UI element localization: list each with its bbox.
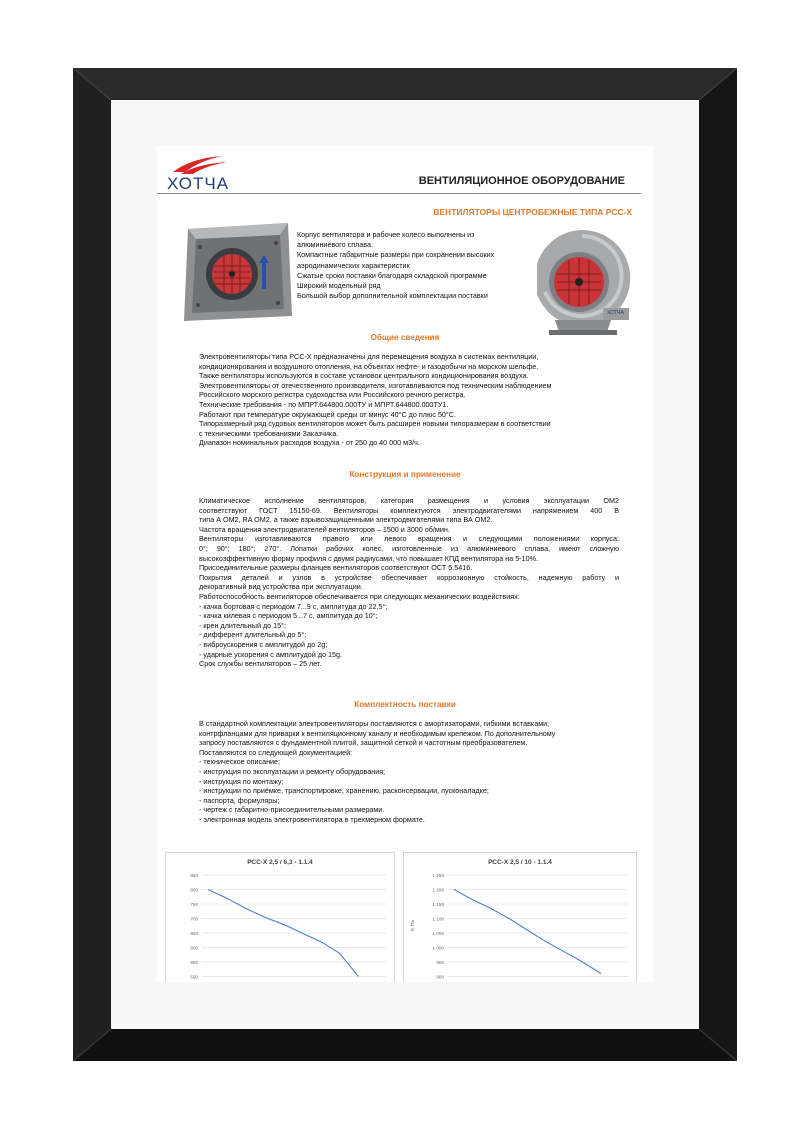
fan-box-image (180, 221, 298, 326)
construction-paragraph (199, 496, 619, 669)
chart-title: РСС-Х 2,5 / 6,3 - 1.1.4 (247, 859, 313, 866)
y-tick-label: 750 (190, 902, 198, 907)
document-title: ВЕНТИЛЯЦИОННОЕ ОБОРУДОВАНИЕ (418, 175, 625, 187)
text-line: - инструкция по эксплуатации и ремонту оборудования; (199, 766, 386, 776)
feature-line: Широкий модельный ряд (297, 281, 381, 291)
feature-line: Корпус вентилятора и рабочее колесо выполнены из (297, 230, 475, 239)
text-line: - инструкция по монтажу; (199, 776, 284, 786)
chart-panel-2 (403, 852, 637, 982)
text-line: с техническими требованиями Заказчика. (199, 428, 339, 438)
document-page (157, 146, 653, 982)
text-line: - чертеж с габаритно-присоединительными размерами. (199, 805, 385, 815)
y-tick-label: 1 150 (432, 902, 444, 907)
text-line: Частота вращения электродвигателей вентиляторов – 1500 и 3000 об/мин. (199, 524, 450, 534)
header-divider (157, 193, 641, 194)
text-line: - качка килевая с периодом 5...7 с, амплитуда до 10°; (199, 611, 378, 621)
y-tick-label: 550 (190, 960, 198, 965)
text-line: Также вентиляторы используются в составе установок центрального кондиционирования воздуха. (199, 371, 529, 381)
features-list (297, 230, 527, 301)
text-line: Диапазон номинальных расходов воздуха - от 250 до 40 000 м3/ч. (199, 438, 420, 448)
text-line: - ударные ускорения с амплитудой до 15g. (199, 649, 342, 659)
text-line: - крен длительный до 15°; (199, 620, 287, 630)
text-line: Российского морского регистра судоходства или Российского речного регистра. (199, 390, 466, 400)
text-line: высокоэффективную форму профиля с двумя радиусами, что повышает КПД вентилятора на 5-10%. (199, 553, 539, 563)
feature-line: Компактные габаритные размеры при сохранении высоких (297, 250, 495, 260)
text-line: Срок службы вентиляторов – 25 лет. (199, 659, 322, 669)
document-subtitle: ВЕНТИЛЯТОРЫ ЦЕНТРОБЕЖНЫЕ ТИПА РСС-Х (433, 207, 632, 217)
y-tick-label: 850 (190, 873, 198, 878)
text-line: Поставляются со следующей документацией: (199, 747, 353, 757)
section-heading-delivery: Комплектность поставки (354, 700, 456, 709)
y-tick-label: 950 (436, 960, 444, 965)
y-tick-label: 700 (190, 916, 198, 922)
y-tick-label: 1 000 (432, 945, 444, 951)
logo-icon (171, 152, 231, 176)
text-line: - качка бортовая с периодом 7...9 с, амплитуда до 22,5°; (199, 601, 388, 611)
chart-plot-2 (404, 853, 636, 982)
text-line: - инструкции по приёмке, транспортировке, хранению, расконсервации, пусконаладке; (199, 786, 489, 796)
product-label: ХОТЧА (607, 310, 624, 316)
fan-volute-image (527, 224, 637, 339)
feature-line: Большой выбор дополнительной комплектации поставки (297, 291, 488, 301)
text-line: 0°; 90°; 180°; 270°. Лопатки рабочих колес, изготовленные из алюминиевого сплава, имеют сложную (199, 543, 619, 553)
y-tick-label: 650 (190, 931, 198, 936)
section-heading-general: Общие сведения (370, 333, 440, 342)
text-line: Работоспособность вентиляторов обеспечивается при следующих механических воздействиях: (199, 591, 520, 601)
feature-line: Сжатые сроки поставки благодаря складской программе (297, 270, 487, 280)
y-tick-label: 600 (190, 945, 198, 951)
y-tick-label: 900 (436, 974, 444, 980)
general-paragraph (199, 352, 619, 448)
text-line: Электровентиляторы от отечественного производителя, изготавливаются под техническим наблюдением (199, 380, 552, 390)
text-line: Технические требования - по МПРТ.644800.000ТУ и МПРТ.644800.000ТУ1. (199, 399, 449, 409)
text-line: контрфланцами для приварки к вентиляционному каналу и необходимым крепежом. По дополнительному (199, 728, 556, 738)
feature-line: аэродинамических характеристик (297, 260, 410, 270)
text-line: Вентиляторы изготавливаются правого или левого вращения и следующими положениями корпуса: (199, 534, 619, 544)
chart-plot-1 (166, 853, 394, 982)
feature-line: алюминиевого сплава. (297, 240, 374, 250)
text-line: декоративный вид устройства при эксплуатации. (199, 582, 363, 592)
text-line: Работают при температуре окружающей среды от минус 40°С до плюс 50°С. (199, 409, 456, 419)
logo-text: ХОТЧА (167, 174, 230, 193)
y-tick-label: 1 100 (432, 916, 444, 922)
y-tick-label: 1 250 (432, 873, 444, 878)
text-line: - виброускорения с амплитудой до 2g; (199, 639, 328, 649)
text-line: В стандартной комплектации электровентиляторы поставляются с амортизаторами, гибкими вставками, (199, 719, 550, 728)
text-line: - электронная модель электровентилятора в трехмерном формате. (199, 814, 425, 824)
text-line: типа А ОМ2, RA ОМ2, а также взрывозащищенными электродвигателями типа ВА ОМ2. (199, 515, 493, 525)
series-line (454, 890, 601, 974)
text-line: - паспорта, формуляры; (199, 795, 280, 805)
text-line: Покрытия деталей и узлов в устройстве обеспечивает коррозионную стойкость, надежную работу и (199, 572, 619, 582)
y-axis-label: P, Па (410, 920, 415, 932)
text-line: - техническое описание; (199, 757, 281, 767)
text-line: Климатическое исполнение вентиляторов, категория размещения и условия эксплуатации ОМ2 (199, 496, 619, 505)
chart-panel-1 (165, 852, 395, 982)
delivery-paragraph (199, 719, 619, 825)
text-line: - дифферент длительный до 5°; (199, 630, 307, 640)
text-line: Присоединительные размеры фланцев вентиляторов соответствуют ОСТ 5.5416. (199, 563, 473, 573)
y-tick-label: 1 050 (432, 931, 444, 936)
chart-title: РСС-Х 2,5 / 10 - 1.1.4 (488, 859, 552, 866)
text-line: соответствуют ГОСТ 15150-69. Вентиляторы комплектуются электродвигателями напряжением 400 В (199, 505, 619, 515)
section-heading-construction: Конструкция и применение (349, 470, 461, 479)
y-tick-label: 1 200 (432, 887, 444, 893)
text-line: запросу поставляются с фундаментной плитой, защитной сеткой и частотным преобразователем. (199, 738, 528, 748)
y-tick-label: 800 (190, 887, 198, 893)
text-line: Типоразмерный ряд судовых вентиляторов может быть расширен новыми типоразмерам в соответствии (199, 419, 551, 429)
text-line: Электровентиляторы типа РСС-Х предназначены для перемещения воздуха в системах вентиляции, (199, 352, 539, 361)
y-tick-label: 500 (190, 974, 198, 980)
text-line: кондиционирования и воздушного отопления, на объектах нефте- и газодобычи на морском шельфе. (199, 361, 539, 371)
